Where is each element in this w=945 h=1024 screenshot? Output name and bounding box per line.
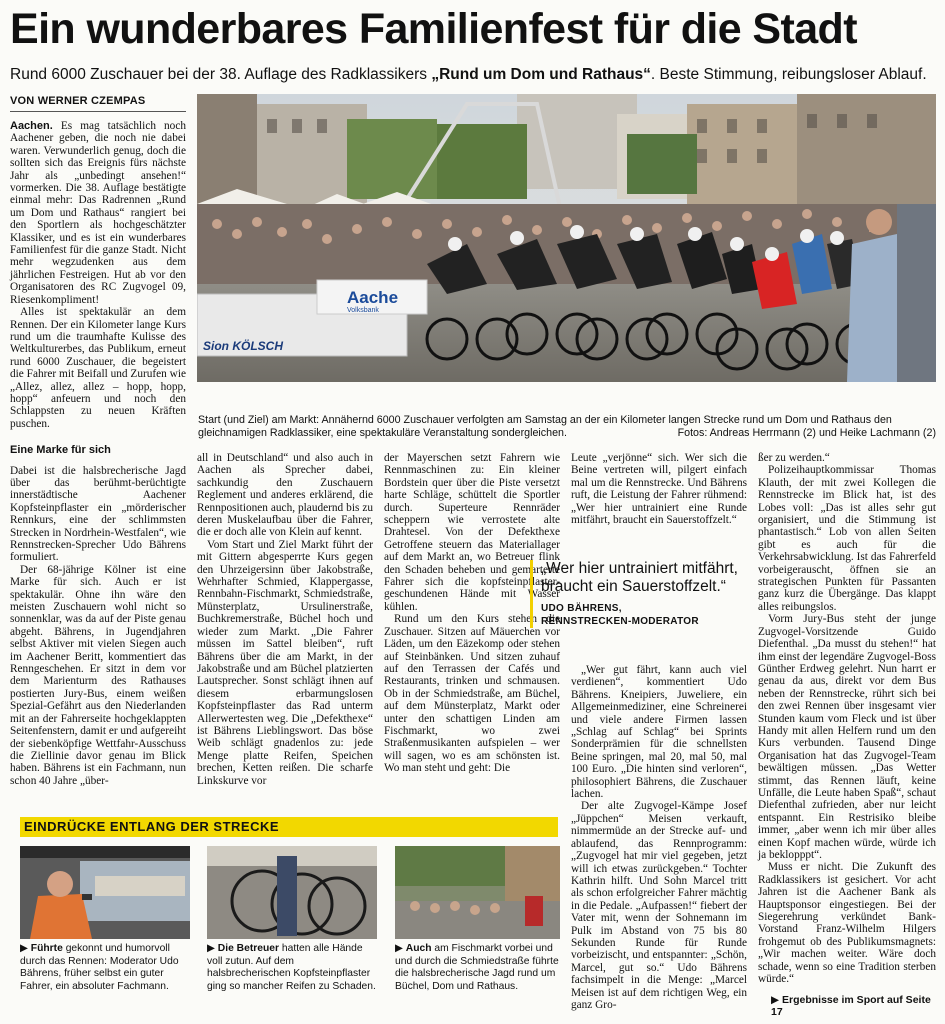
banner-sion: Sion KÖLSCH: [203, 339, 283, 353]
caption-text: gekonnt und humorvoll durch das Rennen: Moderator Udo Bährens, früher selbst ein guter Fahrer, ein absoluter Fachmann.: [20, 943, 179, 992]
paragraph: Alles ist spektakulär an dem Rennen. Der ein Kilometer lange Kurs rund um die traumhafte Kulisse des Weltkulturerbes, das Publikum, erneut rund 6000 Zuschauer, die begeistert die Fahrer mit Beifall und Zurufen wie „Allez, allez, allez – hopp, hopp, hopp“ anfeuern und noch den Schlappsten zu neuen Kräften puschen.: [10, 306, 186, 430]
headline: Ein wunderbares Familienfest für die Stadt: [10, 5, 857, 53]
paragraph: Dabei ist die halsbrecherische Jagd über das berühmt-berüchtigte innerstädtische Aachener Kopfsteinpflaster ein „mörderischer Rennkurs, eine der schlimmsten Strecken in Nordrhein-Westfalen“, wie Rennstrecken-Sprecher Udo Bährens formuliert.: [10, 464, 187, 564]
subhead-text: Rund 6000 Zuschauer bei der 38. Auflage des Radklassikers: [10, 66, 432, 83]
pull-quote: [530, 560, 747, 628]
strip-caption-3: ▶ Auch am Fischmarkt vorbei und und durch die Schmiedstraße führte die halsbrecherische Jagd rund um Büchel, Dom und Rathaus.: [395, 943, 559, 992]
main-photo: [197, 94, 936, 382]
pull-quote-author: UDO BÄHRENS,: [541, 603, 622, 614]
article-column-2: [197, 452, 373, 787]
subhead-race-name: „Rund um Dom und Rathaus“: [431, 66, 651, 83]
caption-lead: Die Betreuer: [217, 943, 280, 954]
section-subheading: Eine Marke für sich: [10, 444, 111, 457]
subhead-text-end: . Beste Stimmung, reibungsloser Ablauf.: [650, 66, 927, 83]
paragraph: Vorm Jury-Bus steht der junge Zugvogel-Vorsitzende Guido Diefenthal. „Da musst du stehen!“ hat ihm einst der legendäre Zugvogel-Boss Günther Erdweg gelehrt. Nun harrt er genau da aus, direkt vor dem Bus neben der Rennstrecke, rührt sich bei den zwei Rennen über insgesamt vier Stunden kaum vom Fleck und ist über Handy mit allen Helfern rund um den Kurs verbunden. Tausend Dinge Organisation hat das Zugvogel-Team bewältigen müssen. „Das Wetter stimmt, das Rennen läuft, keine Unfälle, die Leute haben Spaß“, schaut Diefenthal zufrieden, aber nur leicht entspannt. Ein Restrisiko bleibe immer, „aber wenn ich mir über alles einen Kopf machen würde, würde ich ja beklopppt“.: [758, 613, 936, 861]
byline: VON WERNER CZEMPAS: [10, 95, 186, 112]
banner-bank: Aache: [347, 288, 399, 307]
paragraph: der Mayerschen setzt Fahrern wie Rennmaschinen zu: Ein kleiner Bordstein quer über die Piste versetzt harte Schläge, schüttelt die Sportler durch. Superteure Rennräder scheppern wie verrostete alte Drahtesel. Von der Defekthexe Getroffene steuern das Materiallager auf dem Markt an, wo Betreuer flink den Schaden beheben und gemarterte Fahrer sich die kopfsteinpflaster-geschundenen Hände mit Wasser kühlen.: [384, 452, 560, 613]
caption-text: hatten alle Hände voll zutun. Auf dem halsbrecherischen Kopfsteinpflaster ging so mancher Reifen zu Schaden.: [207, 943, 376, 992]
paragraph: Der alte Zugvogel-Kämpe Josef „Jüppchen“ Meisen verkauft, nimmermüde an der Strecke auf- und ablaufend, das Rennprogramm: „Zugvogel hat mir viel gegeben, jetzt will ich etwas zurückgeben.“ Tochter Kathrin hilft. Und Sohn Marcel tritt als schon erfolgreicher Fahrer mächtig in die Pedale. „Aufpassen!“ fiebert der Vater mit, wenn der Sohnemann im Pulk im Abstand von 75 bis 80 Sekunden Runde für Runde vorbeizischt, und entspannter: „Schön, Marcel, gut so.“ Udo Bährens fachsimpelt in die Menge: „Marcel Meisen ist auf dem richtigen Weg, ein ganz Gro-: [571, 800, 747, 1011]
strip-photo-fischmarkt: [395, 846, 560, 939]
paragraph: Es mag tatsächlich noch Aachener geben, die noch nie dabei waren. Verwunderlich genug, doch die sollten sich das Ereignis fürs nächste Jahr als „unbedingt ansehen!“ vormerken. Die 38. Auflage bestätigte einmal mehr: Das Radrennen „Rund um Dom und Rathaus“ rangiert bei den Sportlern als hochgeschätzter Klassiker, und es ist ein wunderbares Familienfest für die ganze Stadt. Nicht mehr wegzudenken aus dem jährlichen Festreigen. Hut ab vor den Organisatoren des RC Zugvogel 09, Riesenkompliment!: [10, 120, 186, 306]
paragraph: ßer zu werden.“: [758, 452, 830, 464]
pull-quote-text: „Wer hier untrainiert mitfährt, braucht ein Sauerstoffzelt.“: [541, 560, 738, 595]
paragraph: Der 68-jährige Kölner ist eine Marke für sich. Auch er ist spektakulär. Ohne ihn wäre den meisten Zuschauern wohl nicht so sonnenklar, was da auf der Piste genau abgeht. Bährens, in Jugendjahren selbst Aktiver mit vielen Siegen auch im Aachener Beritt, kommentiert das Renngeschehen. Er sitzt in dem vor dem Marienturm des Rathauses postierten Jury-Bus, einem weißen Spezial-Gefährt aus den Niederlanden mit an der Fahrerseite hochgeklappten Seitenfenstern, damit er und aufgereiht der siebenköpfige Wettfahr-Ausschuss die Ziellinie davor genau im Blick haben. Bährens ist ein Fachmann, nun schon 40 Jahre „über-: [10, 563, 186, 787]
caption-lead: Auch: [405, 943, 432, 954]
caption-text: Start (und Ziel) am Markt: Annähernd 6000 Zuschauer verfolgten am Samstag an der ein Kilometer langen Strecke rund um Dom und Rathaus den gleichnamigen Radklassiker, eine spektakuläre Veranstaltung sondergleichen.: [198, 414, 892, 439]
strip-photo-moderator: [20, 846, 190, 939]
strip-caption-1: ▶ Führte gekonnt und humorvoll durch das Rennen: Moderator Udo Bährens, früher selbst ein guter Fahrer, ein absoluter Fachmann.: [20, 943, 179, 992]
paragraph: Muss er nicht. Die Zukunft des Radklassikers ist gesichert. Vor acht Jahren ist die Aachener Bank als Hauptsponsor eingestiegen. Bei der Siegerehrung verkündet Bank-Vorstand Franz-Wilhelm Hilgers frohgemut ob des Publikumsmagnets: „Wir machen weiter. Wäre doch schade, wenn so eine Tradition sterben würde.“: [758, 861, 936, 986]
paragraph: „Wer gut fährt, kann auch viel verdienen“, kommentiert Udo Bährens. Kneipiers, Juweliere, ein Allgemeinmediziner, eine Schreinerei und viele andere Firmen lassen „Schlag auf Schlag“ bei Sprints Sonderprämien für die schnellsten Beine springen, mal 20, mal 50, mal 100 Euro. „Die hinten sind verloren“, philosophiert Bährens, die Zuschauer lachen.: [571, 664, 747, 801]
race-start-photo: [197, 94, 936, 382]
caption-text: am Fischmarkt vorbei und und durch die Schmiedstraße führte die halsbrecherische Jagd rund um Büchel, Dom und Rathaus.: [395, 943, 559, 992]
pull-quote-role: RENNSTRECKEN-MODERATOR: [541, 616, 699, 627]
paragraph: Rund um den Kurs stehen die Zuschauer. Sitzen auf Mäuerchen vor Läden, um den Eäzekomp oder stehen auf Steinbänken. Und sitzen zuhauf auf den Terrassen der Cafés und Restaurants, trinken und schmausen. Ob in der Schmiedstraße, am Büchel, auf dem Münsterplatz, Markt oder unter den schattigen Linden am Fischmarkt, wo zwei Straßenmusikanten aufspielen – wer will sagen, wo es am schönsten ist. Wo man steht und geht: Die: [384, 613, 560, 775]
see-more-link[interactable]: ▶ Ergebnisse im Sport auf Seite 17: [771, 994, 931, 1018]
strip-title: EINDRÜCKE ENTLANG DER STRECKE: [24, 819, 280, 834]
article-column-4-cont: [571, 664, 747, 1011]
photo-credits: Fotos: Andreas Herrmann (2) und Heike Lachmann (2): [677, 427, 936, 439]
paragraph: Vom Start und Ziel Markt führt der mit Gittern abgesperrte Kurs gegen den Uhrzeigersinn über Jakobstraße, Wehrhafter Schmied, Klappergasse, Rennbahn-Fischmarkt, Schmiedstraße, Münsterplatz, Ursulinerstraße, Buchkremerstraße, Büchel hoch und wieder zum Markt. „Die Fahrer müssen im Sattel bleiben“, ruft Bährens über die am Markt, in der Jakobstraße und am Büchel platzierten Lautsprecher. Sonst schlägt ihnen auf diesem erbarmungslosen Kopfsteinpflaster das Rad unterm Allerwertesten weg. Die „Defekthexe“ ist Bährens Lieblingswort. Das böse Weib schlägt gnadenlos zu: jede Menge platte Reifen, Speichen brechen, Ketten reißen. Die scharfe Linkskurve vor: [197, 538, 373, 787]
paragraph: Polizeihauptkommissar Thomas Klauth, der mit zwei Kollegen die Rennstrecke im Blick hat, ist des Lobes voll: „Das ist alles sehr gut organisiert, und die Stimmung ist phantastisch.“ Lob von allen Seiten gibt es auch für die Verkehrsabwicklung. Ist das Fahrerfeld vorbeigerauscht, öffnen sie an strategischen Punkten für Passanten ganz kurz die Übergänge. Das klappt alles reibungslos.: [758, 464, 936, 613]
strip-photo-helpers: [207, 846, 377, 939]
subheadline: [10, 64, 940, 86]
article-column-5: [758, 452, 936, 985]
main-photo-caption: [198, 414, 936, 440]
article-column-1: [10, 120, 186, 787]
paragraph: Leute „verjönne“ sich. Wer sich die Beine vertreten will, pilgert einfach mal um die Rennstrecke. Und Bährens ruft, die Leistung der Fahrer rühmend: „Wer hier untrainiert eine Runde mitfährt, braucht ein Sauerstoffzelt.“: [571, 452, 747, 527]
dateline: Aachen.: [10, 120, 53, 132]
article-column-4: [571, 452, 747, 526]
strip-caption-2: ▶ Die Betreuer hatten alle Hände voll zutun. Auf dem halsbrecherischen Kopfsteinpflaster ging so mancher Reifen zu Schaden.: [207, 943, 376, 992]
banner-bank-sub: Volksbank: [347, 307, 379, 314]
caption-lead: Führte: [30, 943, 63, 954]
paragraph: all in Deutschland“ und also auch in Aachen als Sprecher dabei, sachkundig den Zuschauern Reglement und anderes erklärend, die Rennpositionen auch, plaudernd bis zu deren Muskelaufbau über die Fahrer, die er doch alle von Klein auf kennt.: [197, 452, 373, 539]
